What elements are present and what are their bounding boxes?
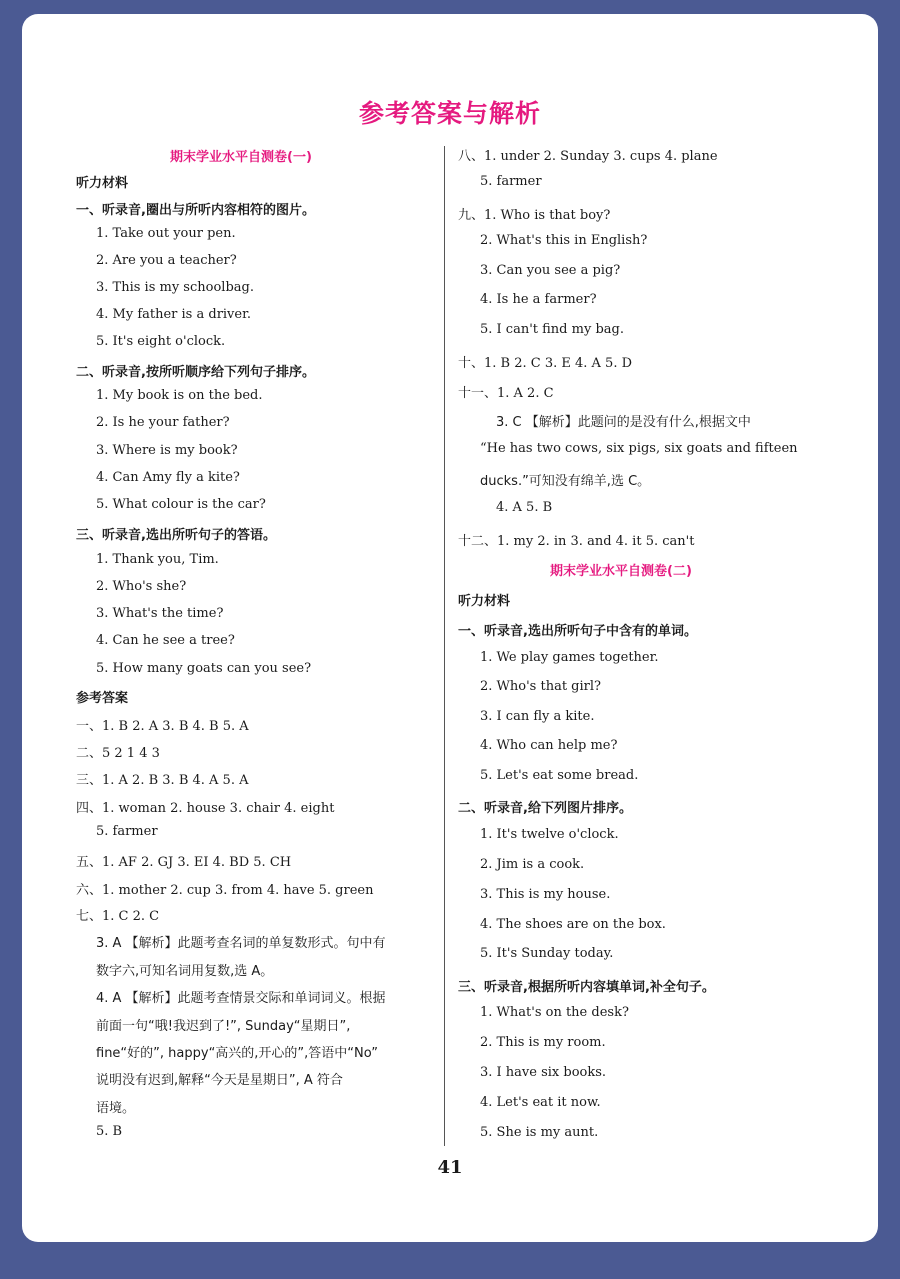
explanation-line: ducks.”可知没有绵羊,选 C。 [480,474,651,489]
answer-line: 5. B [96,1124,123,1139]
list-item: 5. Let's eat some bread. [480,768,639,783]
answer-line: 五、1. AF 2. GJ 3. EI 4. BD 5. CH [76,855,292,870]
section-1-heading: 一、听录音,圈出与所听内容相符的图片。 [76,203,315,218]
answer-line: 4. Is he a farmer? [480,292,597,307]
list-item: 2. Is he your father? [96,415,230,430]
answer-line: 2. What's this in English? [480,233,648,248]
explanation-line: 3. A 【解析】此题考查名词的单复数形式。句中有 [96,936,386,951]
answer-line: 5. farmer [480,174,542,189]
test-2-subtitle: 期末学业水平自测卷(二) [550,564,692,579]
list-item: 3. This is my schoolbag. [96,280,254,295]
answer-line: 六、1. mother 2. cup 3. from 4. have 5. green [76,883,374,898]
list-item: 4. Let's eat it now. [480,1095,601,1110]
answer-line: 四、1. woman 2. house 3. chair 4. eight [76,801,335,816]
listening-label-2: 听力材料 [458,594,511,609]
explanation-line: 数字六,可知名词用复数,选 A。 [96,964,274,979]
answer-line: 4. A 5. B [496,500,553,515]
section-2-heading-2: 二、听录音,给下列图片排序。 [458,801,632,816]
answer-line: 十一、1. A 2. C [458,386,554,401]
explanation-line: 前面一句“哦!我迟到了!”, Sunday“星期日”, [96,1019,351,1034]
list-item: 3. Where is my book? [96,443,238,458]
list-item: 2. Who's that girl? [480,679,601,694]
list-item: 5. What colour is the car? [96,497,266,512]
list-item: 4. The shoes are on the box. [480,917,666,932]
list-item: 5. She is my aunt. [480,1125,599,1140]
page-number: 41 [437,1157,463,1178]
answers-label: 参考答案 [76,691,129,706]
list-item: 5. How many goats can you see? [96,661,312,676]
list-item: 1. Thank you, Tim. [96,552,219,567]
answer-line: 5. I can't find my bag. [480,322,624,337]
list-item: 4. Can Amy fly a kite? [96,470,240,485]
answer-line: 九、1. Who is that boy? [458,208,611,223]
list-item: 2. Jim is a cook. [480,857,585,872]
answer-line: 十二、1. my 2. in 3. and 4. it 5. can't [458,534,695,549]
section-2-heading: 二、听录音,按所听顺序给下列句子排序。 [76,365,315,380]
list-item: 1. Take out your pen. [96,226,236,241]
list-item: 5. It's eight o'clock. [96,334,226,349]
explanation-line: 说明没有迟到,解释“今天是星期日”, A 符合 [96,1073,343,1088]
list-item: 1. What's on the desk? [480,1005,629,1020]
list-item: 4. My father is a driver. [96,307,252,322]
answer-line: 一、1. B 2. A 3. B 4. B 5. A [76,719,249,734]
list-item: 2. Are you a teacher? [96,253,237,268]
list-item: 2. Who's she? [96,579,187,594]
section-1-heading-2: 一、听录音,选出所听句子中含有的单词。 [458,624,697,639]
explanation-line: fine“好的”, happy“高兴的,开心的”,答语中“No” [96,1046,378,1061]
list-item: 4. Who can help me? [480,738,618,753]
test-1-subtitle: 期末学业水平自测卷(一) [170,150,312,165]
explanation-line: 3. C 【解析】此题问的是没有什么,根据文中 [496,415,751,430]
answer-line: 3. Can you see a pig? [480,263,621,278]
list-item: 3. I have six books. [480,1065,607,1080]
column-divider [444,146,445,1146]
answer-line: 八、1. under 2. Sunday 3. cups 4. plane [458,149,718,164]
list-item: 4. Can he see a tree? [96,633,235,648]
listening-label: 听力材料 [76,176,129,191]
answer-line: 二、5 2 1 4 3 [76,746,160,761]
explanation-line: 4. A 【解析】此题考查情景交际和单词词义。根据 [96,991,386,1006]
list-item: 2. This is my room. [480,1035,606,1050]
list-item: 3. What's the time? [96,606,224,621]
answer-line: 十、1. B 2. C 3. E 4. A 5. D [458,356,633,371]
answer-line: 5. farmer [96,824,158,839]
list-item: 1. My book is on the bed. [96,388,263,403]
explanation-line: “He has two cows, six pigs, six goats and fifteen [480,441,798,456]
list-item: 3. This is my house. [480,887,611,902]
section-3-heading: 三、听录音,选出所听句子的答语。 [76,528,276,543]
list-item: 3. I can fly a kite. [480,709,595,724]
list-item: 1. It's twelve o'clock. [480,827,619,842]
page-title: 参考答案与解析 [358,99,541,128]
section-3-heading-2: 三、听录音,根据所听内容填单词,补全句子。 [458,980,715,995]
list-item: 5. It's Sunday today. [480,946,614,961]
answer-line: 七、1. C 2. C [76,909,160,924]
answer-line: 三、1. A 2. B 3. B 4. A 5. A [76,773,249,788]
explanation-line: 语境。 [96,1101,136,1116]
list-item: 1. We play games together. [480,650,659,665]
